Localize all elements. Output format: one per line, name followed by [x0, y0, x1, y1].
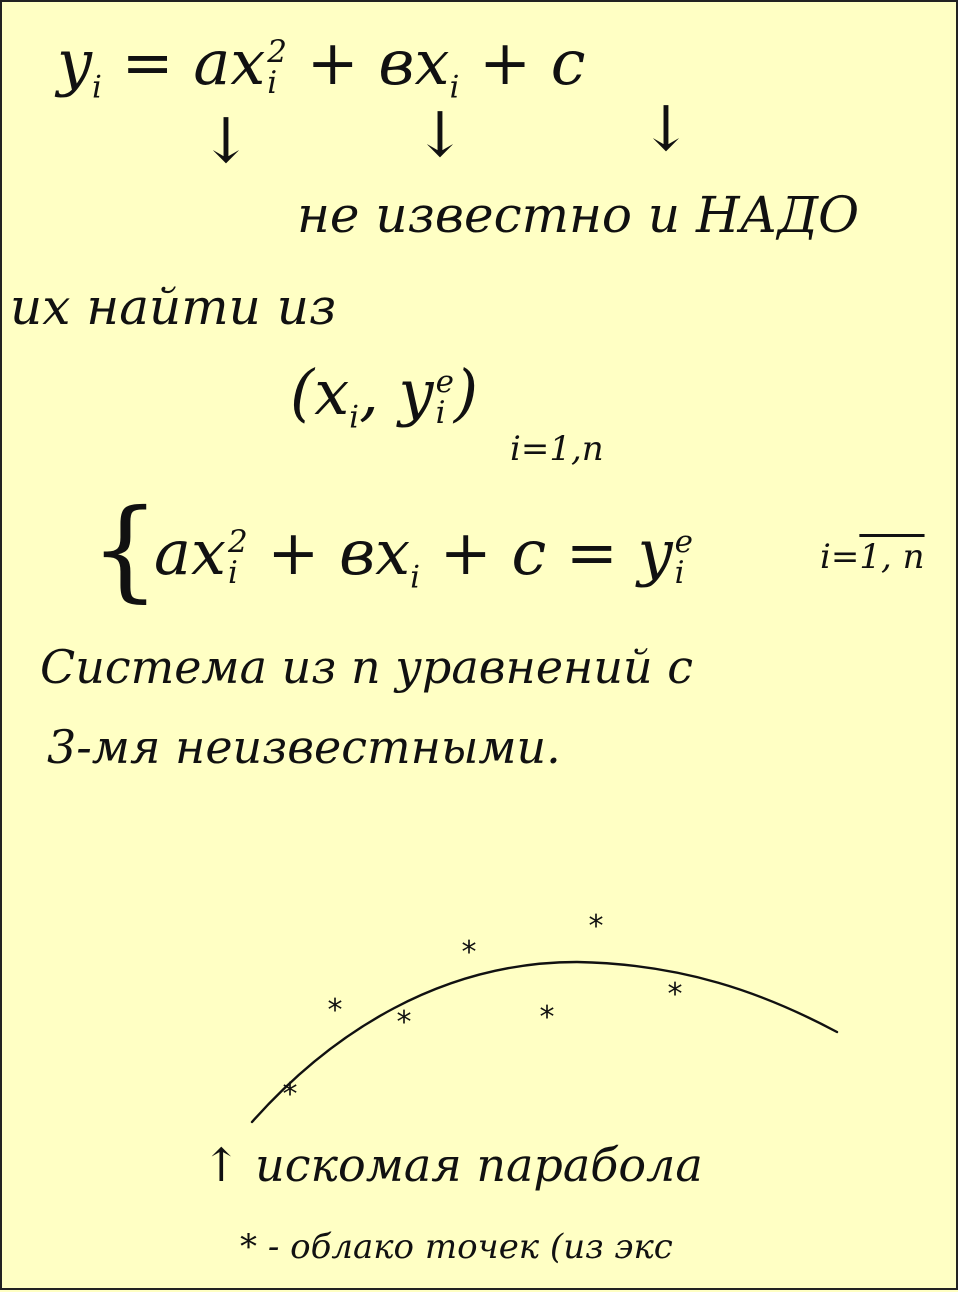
- points-open-paren: (: [290, 356, 315, 429]
- point-marker-3: *: [396, 1005, 412, 1040]
- system-x1-power: 2: [227, 523, 248, 560]
- system-range-values: 1, n: [859, 537, 925, 577]
- system-y-index: i: [674, 554, 685, 591]
- points-y-index: i: [435, 394, 446, 431]
- system-x1-index: i: [227, 554, 238, 591]
- formula-equals: =: [121, 26, 174, 99]
- system-x1: x: [190, 516, 226, 589]
- system-b: в: [339, 516, 376, 589]
- system-description-line2: 3-мя неизвестными.: [47, 720, 561, 774]
- system-a: a: [154, 516, 191, 589]
- arrow-down-a-icon: ↓: [200, 104, 252, 177]
- points-close-paren: ): [453, 356, 479, 429]
- arrow-down-b-icon: ↓: [414, 98, 466, 171]
- text-find: их найти из: [10, 278, 337, 336]
- formula-x1: x: [230, 26, 266, 99]
- legend-parabola: [202, 1138, 703, 1192]
- text-unknown: не известно и НАДО: [297, 186, 860, 244]
- points-comma: ,: [359, 356, 379, 429]
- system-plus-1: +: [267, 516, 320, 589]
- point-marker-5: *: [539, 1000, 555, 1035]
- formula-b: в: [378, 26, 415, 99]
- formula-y-index: i: [92, 69, 102, 106]
- system-brace: {: [90, 485, 160, 613]
- point-marker-7: *: [667, 977, 683, 1012]
- system-x2-index: i: [410, 559, 421, 596]
- legend-parabola-label: искомая парабола: [255, 1138, 703, 1192]
- formula-a: a: [193, 26, 231, 99]
- point-marker-2: *: [327, 993, 343, 1028]
- formula-x1-power: 2: [267, 33, 288, 70]
- parabola-curve: [252, 962, 837, 1122]
- legend-points-label: - облако точек (из экс: [267, 1227, 673, 1267]
- formula-x2-index: i: [449, 69, 460, 106]
- formula-plus-1: +: [306, 26, 359, 99]
- system-range-eq: =: [830, 537, 860, 577]
- arrow-down-c-icon: ↓: [640, 92, 692, 165]
- system-x2: x: [375, 516, 411, 589]
- points-x-index: i: [349, 399, 360, 436]
- legend-points-marker: *: [240, 1227, 257, 1267]
- point-marker-4: *: [461, 935, 477, 970]
- system-y: y: [637, 516, 673, 589]
- formula-y: y: [57, 26, 93, 99]
- legend-points: [240, 1227, 673, 1267]
- formula-x1-index: i: [267, 64, 278, 101]
- system-c: c: [511, 516, 547, 589]
- system-range-i: i: [820, 537, 831, 577]
- points-range: i=1,n: [510, 429, 604, 469]
- formula-plus-2: +: [479, 26, 532, 99]
- point-marker-6: *: [588, 909, 604, 944]
- points-x: x: [314, 356, 350, 429]
- system-y-superscript: e: [674, 523, 693, 560]
- points-y: y: [398, 356, 434, 429]
- legend-parabola-arrow-icon: ↑: [202, 1138, 241, 1192]
- points-y-superscript: e: [435, 363, 454, 400]
- system-equals: =: [565, 516, 618, 589]
- system-plus-2: +: [439, 516, 492, 589]
- formula-x2: x: [414, 26, 450, 99]
- parabola-sketch: [2, 2, 958, 1292]
- point-marker-1: *: [282, 1077, 298, 1112]
- formula-c: c: [550, 26, 586, 99]
- system-description-line1: Система из n уравнений с: [40, 640, 693, 694]
